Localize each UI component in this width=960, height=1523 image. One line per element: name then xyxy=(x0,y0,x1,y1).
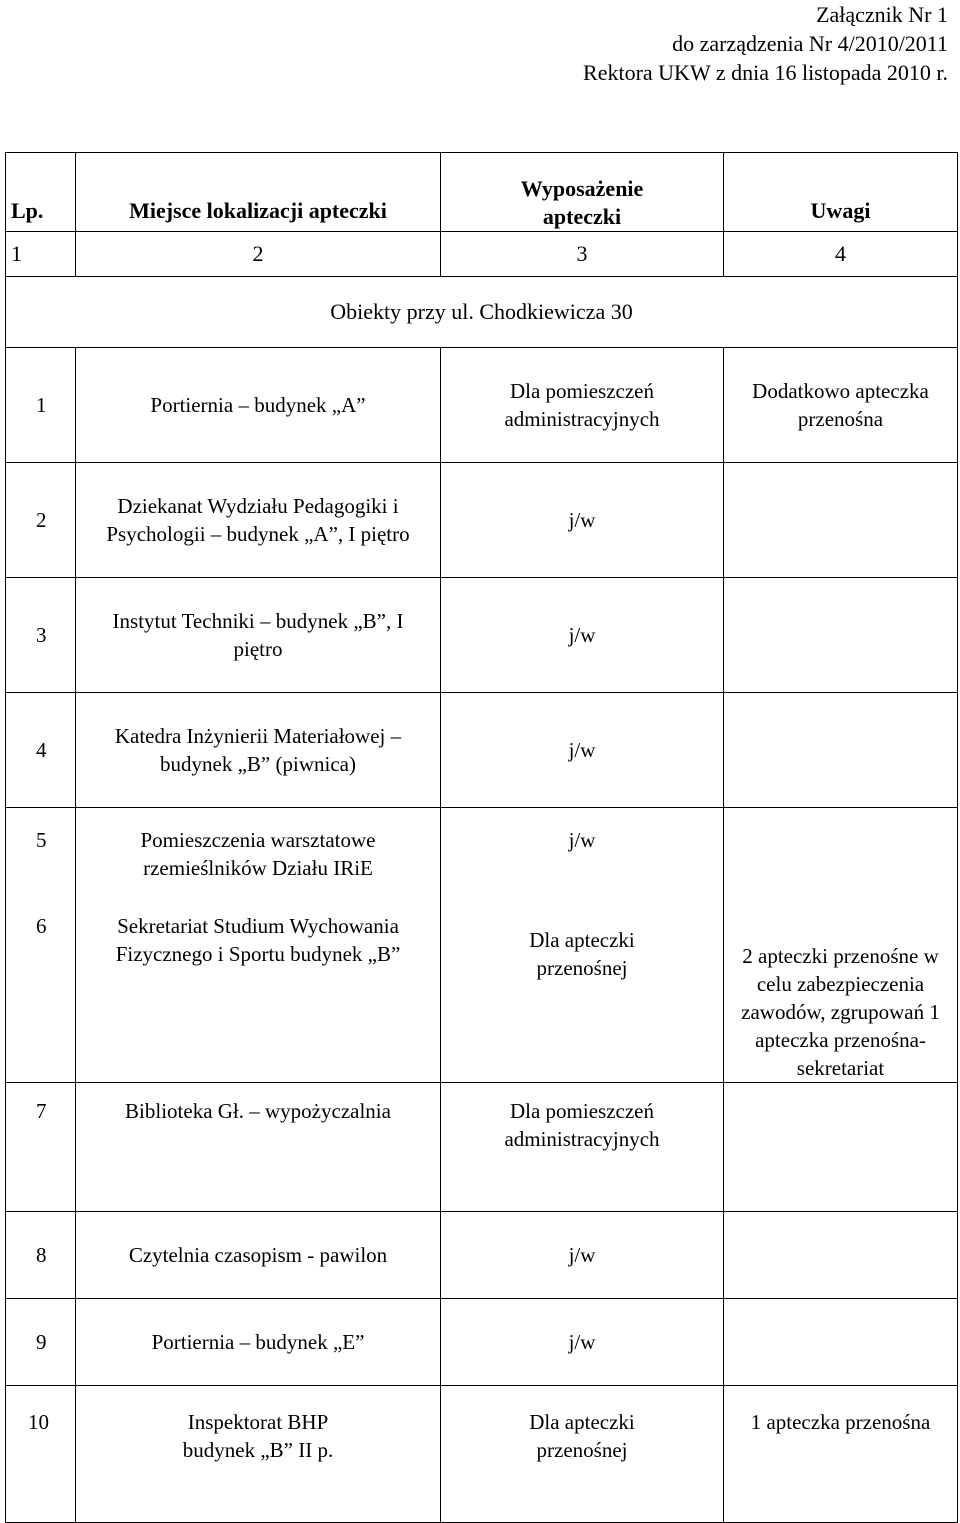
attachment-note-line: Załącznik Nr 1 xyxy=(816,2,948,27)
row-location: Pomieszczenia warsztatowe rzemieślników Działu IRiE xyxy=(140,828,376,880)
column-number: 4 xyxy=(724,232,958,277)
table-header-row xyxy=(6,153,958,232)
table-row xyxy=(6,1083,958,1212)
column-number: 3 xyxy=(441,232,724,277)
column-number-row xyxy=(6,232,958,277)
row-location: Sekretariat Studium Wychowania Fizycznego i Sportu budynek „B” xyxy=(115,914,401,966)
attachment-note-line: Rektora UKW z dnia 16 listopada 2010 r. xyxy=(583,60,948,85)
header-lp: Lp. xyxy=(6,153,76,232)
row-location xyxy=(76,1386,441,1523)
row-lp: 5 xyxy=(36,828,47,852)
row-lp: 9 xyxy=(6,1299,76,1386)
row-equipment: Dla apteczki przenośnej xyxy=(529,928,635,980)
row-equipment xyxy=(441,1083,724,1212)
row-remarks xyxy=(724,1212,958,1299)
row-location: Czytelnia czasopism - pawilon xyxy=(76,1212,441,1299)
row-remarks: 1 apteczka przenośna xyxy=(724,1386,958,1523)
row-equipment: j/w xyxy=(441,463,724,578)
table-row xyxy=(6,348,958,463)
row-location xyxy=(76,693,441,808)
row-remarks xyxy=(724,348,958,463)
table-row-group xyxy=(6,808,958,1083)
row-equipment-group xyxy=(441,808,724,1083)
row-location xyxy=(76,578,441,693)
section-row xyxy=(6,277,958,348)
row-equipment: j/w xyxy=(441,1299,724,1386)
row-lp: 7 xyxy=(6,1083,76,1212)
attachment-note xyxy=(583,0,948,87)
row-remarks-group xyxy=(724,808,958,1083)
row-lp: 2 xyxy=(6,463,76,578)
section-title: Obiekty przy ul. Chodkiewicza 30 xyxy=(6,277,958,348)
row-remarks xyxy=(724,463,958,578)
row-lp: 1 xyxy=(6,348,76,463)
row-equipment: j/w xyxy=(441,578,724,693)
row-remarks-text: Dodatkowo apteczka przenośna xyxy=(752,379,929,431)
row-equipment xyxy=(441,348,724,463)
row-lp: 10 xyxy=(6,1386,76,1523)
table-row xyxy=(6,1212,958,1299)
row-equipment xyxy=(441,1386,724,1523)
table-row xyxy=(6,693,958,808)
header-location: Miejsce lokalizacji apteczki xyxy=(76,153,441,232)
row-location-group xyxy=(76,808,441,1083)
row-location xyxy=(76,463,441,578)
row-equipment-text: Dla pomieszczeń administracyjnych xyxy=(504,379,660,431)
first-aid-kit-table xyxy=(5,152,958,1523)
row-equipment: j/w xyxy=(441,1212,724,1299)
header-equipment-text: Wyposażenie apteczki xyxy=(520,176,644,229)
row-remarks xyxy=(724,1299,958,1386)
row-location: Portiernia – budynek „E” xyxy=(76,1299,441,1386)
row-remarks: 2 apteczki przenośne w celu zabezpieczenia zawodów, zgrupowań 1 apteczka przenośna-sekretariat xyxy=(741,944,940,1080)
row-equipment-text: Dla pomieszczeń administracyjnych xyxy=(504,1099,660,1151)
row-lp: 3 xyxy=(6,578,76,693)
row-location-text: Instytut Techniki – budynek „B”, I piętro xyxy=(112,609,404,661)
row-location-text: Inspektorat BHP budynek „B” II p. xyxy=(182,1410,334,1462)
row-location: Portiernia – budynek „A” xyxy=(76,348,441,463)
row-location-text: Dziekanat Wydziału Pedagogiki i Psychologii – budynek „A”, I piętro xyxy=(106,494,410,546)
table-row xyxy=(6,578,958,693)
row-lp: 6 xyxy=(36,914,47,938)
row-remarks xyxy=(724,693,958,808)
row-remarks xyxy=(724,578,958,693)
table-row xyxy=(6,1386,958,1523)
row-remarks xyxy=(724,1083,958,1212)
column-number: 2 xyxy=(76,232,441,277)
attachment-note-line: do zarządzenia Nr 4/2010/2011 xyxy=(672,31,948,56)
row-location: Biblioteka Gł. – wypożyczalnia xyxy=(76,1083,441,1212)
row-equipment-text: Dla apteczki przenośnej xyxy=(529,1410,635,1462)
row-lp-group xyxy=(6,808,76,1083)
table-row xyxy=(6,463,958,578)
row-location-text: Katedra Inżynierii Materiałowej – budynek „B” (piwnica) xyxy=(114,724,402,776)
header-equipment xyxy=(441,153,724,232)
row-lp: 8 xyxy=(6,1212,76,1299)
row-lp: 4 xyxy=(6,693,76,808)
row-equipment: j/w xyxy=(441,693,724,808)
header-remarks: Uwagi xyxy=(724,153,958,232)
row-equipment: j/w xyxy=(568,828,596,852)
table-row xyxy=(6,1299,958,1386)
column-number: 1 xyxy=(6,232,76,277)
